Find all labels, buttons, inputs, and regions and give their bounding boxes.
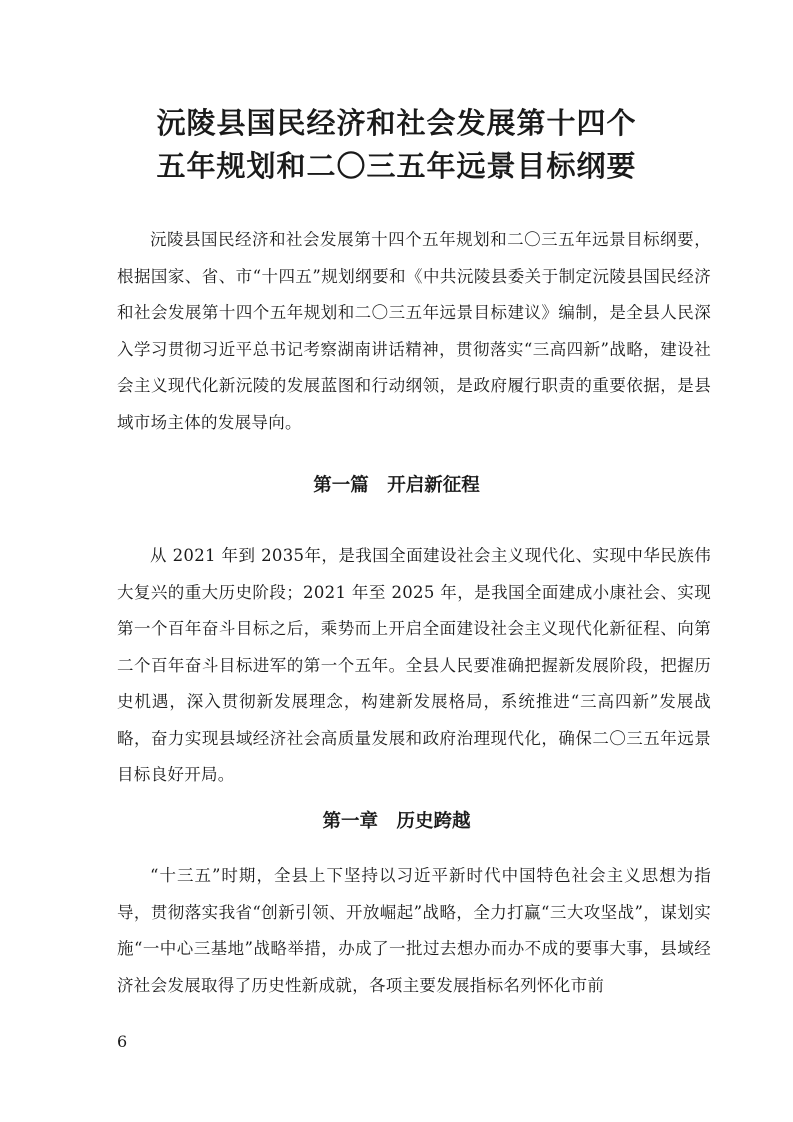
part-paragraph: 从 2021 年到 2035年，是我国全面建设社会主义现代化、实现中华民族伟大复兴的重大历史阶段；2021 年至 2025 年，是我国全面建成小康社会、实现第一个百年奋斗目标之后，乘势而上开启全面建设社会主义现代化新征程、向第二个百年奋斗目标进军的第一个五年。全县人民要准确把握新发展阶段，把握历史机遇，深入贯彻新发展理念，构建新发展格局，系统推进“三高四新”发展战略，奋力实现县域经济社会高质量发展和政府治理现代化，确保二〇三五年远景目标良好开局。 bbox=[117, 546, 711, 784]
chapter-heading: 第一章 历史跨越 bbox=[322, 811, 471, 832]
part-heading: 第一篇 开启新征程 bbox=[313, 475, 480, 496]
document-title-line-1: 沅陵县国民经济和社会发展第十四个 bbox=[156, 106, 637, 140]
page-number: 6 bbox=[117, 1032, 128, 1051]
document-title-line-2: 五年规划和二〇三五年远景目标纲要 bbox=[156, 149, 637, 183]
chapter-paragraph: “十三五”时期，全县上下坚持以习近平新时代中国特色社会主义思想为指导，贯彻落实我省“创新引领、开放崛起”战略，全力打赢“三大攻坚战”，谋划实施“一中心三基地”战略举措，办成了一批过去想办而办不成的要事大事，县域经济社会发展取得了历史性新成就，各项主要发展指标名列怀化市前 bbox=[117, 866, 711, 995]
intro-paragraph: 沅陵县国民经济和社会发展第十四个五年规划和二〇三五年远景目标纲要，根据国家、省、市“十四五”规划纲要和《中共沅陵县委关于制定沅陵县国民经济和社会发展第十四个五年规划和二〇三五年远景目标建议》编制，是全县人民深入学习贯彻习近平总书记考察湖南讲话精神，贯彻落实“三高四新”战略，建设社会主义现代化新沅陵的发展蓝图和行动纲领，是政府履行职责的重要依据，是县域市场主体的发展导向。 bbox=[117, 230, 711, 432]
